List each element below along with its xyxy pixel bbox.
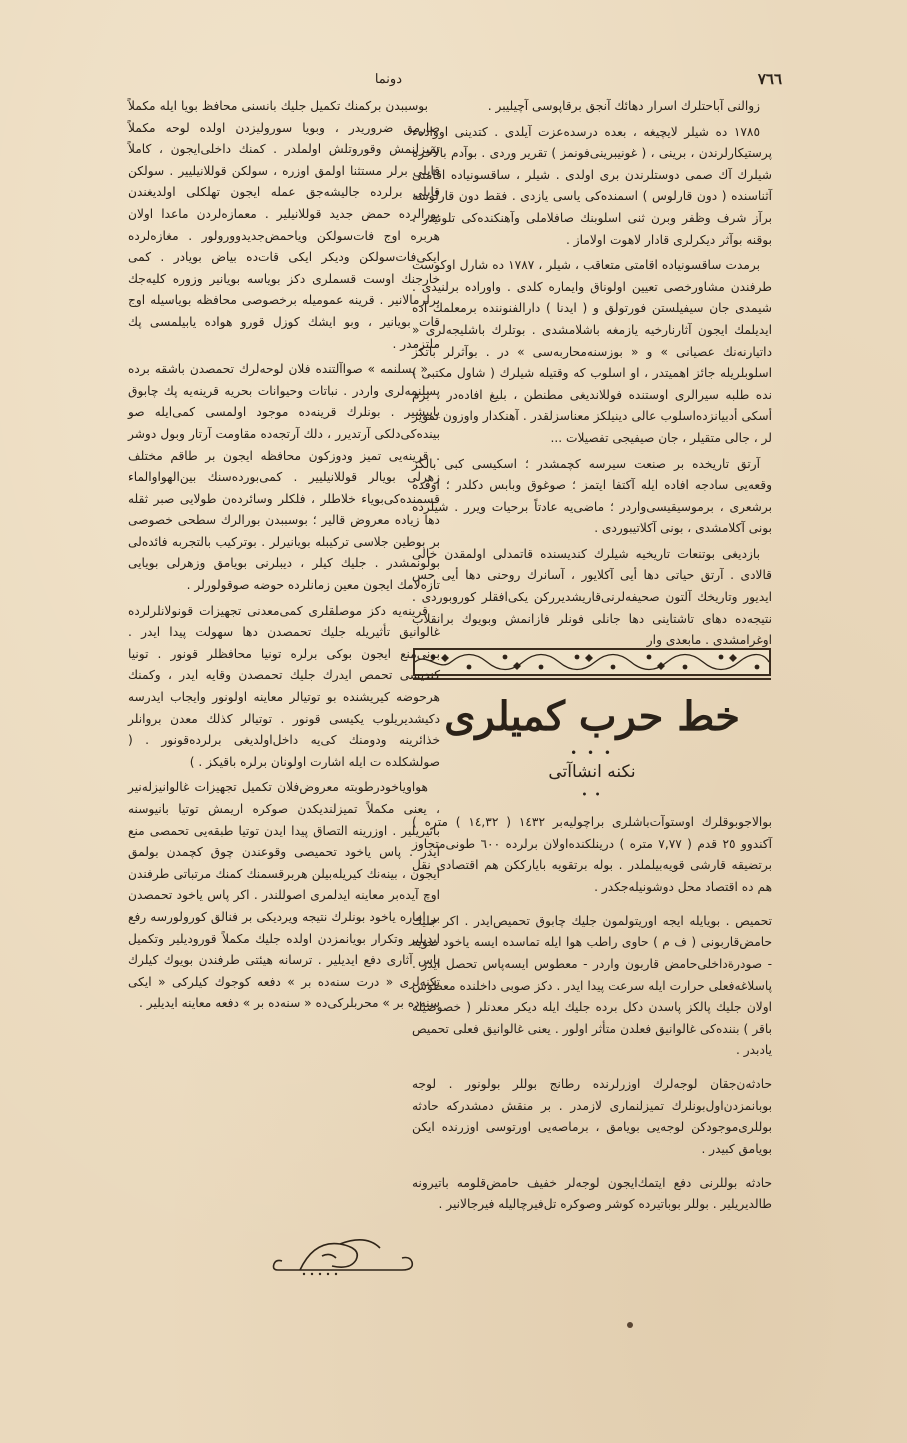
paragraph: آرتق تاريخده بر صنعت سيرسه كچمشدر ؛ اسكيسى كبى بالكز وقعه‌يى سادجه افاده ايله آكتفا ايتمز ؛ صوغوق وبابس دكلدر ؛ اوقده برشعرى ، برموسيقيسى‌واردر ؛ ماضى‌يه عادتاً برحيات ويرر . شيلرده بونى آكلامشدى ، بونى آكلاتيبوردى . — [412, 456, 772, 536]
paragraph: حادثه‌ن‌جقان لوجه‌لرك اوزرلرنده رطانج بوللر بولونور . لوجه بوبانمزدن‌اول‌بونلرك تميزلنمارى لازمدر . بر منقش دمشدركه حادثه بوللرى‌موجودكن لوجه‌يى بويامق ، برماصه‌يى اورتوسى اوزرنده ايكن بويامق كبيدر . — [412, 1077, 772, 1156]
page-number: ٧٦٦ — [757, 70, 782, 88]
page-header — [222, 66, 782, 96]
paragraph: برمدت ساقسونياده اقامتى متعاقب ، شيلر ، ١٧٨٧ ده شارل اوكوست طرفندن مشاورخصى تعيين اولوناق وايماره كلدى . واوراده برلنيدى . شيمدى جان سيفيلستن فورتولق و ( ايدنا ) دارالفنوننده برمعلمك آده ايديلمك ايجون آثارنارخيه يازمغه باشلامشدى . بوتلرك باشليجه‌لرى « داتيارنه‌نك عصيانى » و « بوزسنه‌محاربه‌سى » در . بوآثرلر باتكز اسلوبلريله جائز اهميتدر ، او اسلوب كه وقتيله شيلرك ( شاول مكتبى ) نده طلبه سيرالرى اوستنده فوللانديغى مطنطن ، بليغ افاده‌در . بزم أسكى أدبيانزده‌اسلوب عالى دينيلكز معناسزلقدر . آهنكدار واوزون تموير لر ، جالى متقيلر ، جان صيفيجى تفصيلات ... — [412, 258, 772, 445]
paragraph: ١٧٨٥ ده شيلر لايچيغه ، بعده درسده‌عزت آيلدى . كتدينى اووادهء پرستيكارلرندن ، برينى ، ( غونيبرينى‌فونمز ) تقرير وردى . بوآدم بالآخره شيلرك آك صمى دوستلرندن برى اولدى . شيلر ، ساقسونياده اقامتى آثناسنده ( دون قارلوس ) اسمنده‌كى ياسى يازدى . فقط دون قارلوسه برآز شرف وظفر وبرن ثنى اسلوبنك صافلاملى وآهنكنده‌كى تلونيدر . بوقنه بوآثر ديكرلرى قادار لاهوت اولاماز . — [412, 124, 772, 247]
paragraph: هواويا‌خودرطوبته معروض‌فلان تكميل تجهيزات غالوانيزله‌نير ، يعنى مكملاً تميزلنديكدن صوكره اريمش توتيا بانيوسنه باتيريلير . اوزرينه التصاق پيدا ايدن توتيا طبقه‌يى تحمصى منع ايدر . پاس ياخود تحميصى وقوعندن چوق كچمدن بولمق ايجون ، بينه‌نك كيريله‌بيلن هربرقسمنك كمنك مرتباتى طرفندن اوچ آيده‌بر معاينه ايدلمرى اصوللندر . اكر پاس ياخود تحمصدن بر اماره ياخود بونلرك نتيجه ويرديكى بر فنالق كورولورسه رفع ايديلير وتكرار بويانمزدن اولده جليك مكملاً قوروديلير وتكميل پاس آثارى دفع ايديلير . ترسانه هيئتى طرفندن بويوك كيلرك تكنه‌لرى « درت سنه‌ده بر » دفعه كوجوك كيلركى « ايكى سنه‌ده بر » محربلركى‌ده « سنه‌ده بر » دفعه معاينه ايديلير . — [128, 780, 440, 1011]
ink-dot — [627, 1322, 633, 1328]
running-title: دونما — [374, 72, 402, 87]
ornament-rule — [413, 678, 771, 680]
paragraph: حادثه بوللرنى دفع ايتمك‌ايجون لوجه‌لر خفيف حامض‌قلومه باتيرونه طالديريلير . بوللر بوباتيرده كوشر وصوكره تل‌فيرچاليله فيرجالانير . — [412, 1175, 772, 1212]
tailpiece-ornament — [270, 1230, 420, 1282]
scroll-tailpiece-icon — [270, 1230, 420, 1282]
vine-ornament-icon — [415, 650, 769, 674]
left-column — [128, 96, 440, 1019]
article-headline: خط حرب كميلرى — [444, 693, 740, 740]
right-column-upper — [412, 96, 772, 656]
paragraph: « پسلنمه » صواآلتنده فلان لوحه‌لرك تحمصدن باشقه برده پسلنمه‌لرى واردر . نباتات وحيوانات بحريه قرينه‌يه پك چابوق ياپيشير . بونلرك قرينه‌ده موجود اولمسى كمى‌ايله صو بينده‌كى‌دلكى آرتديرر ، دلك آرتجه‌ده مقاومت آرتار وبول دوشر . قرينه‌يى تميز ودوزكون محافظه ايجون بر طاقم مختلف زهرلى بويالر قوللانيليير . كمى‌بورده‌سنك بين‌الهوا‌والماء قسمنده‌كى‌بويا‌ء خلاطلر ، فلكلر وسائرده‌ن طولايى صبر ثقله دها زياده معروض قالير ؛ بوسببدن بورالرك سطحى خصوصى بر بوطين جلاسى تركيبله بويانيرلر . بوتركيب بالتجربه فائده‌لى بولونمشدر . جليك كيلر ، ديبلرنى بويامق وزهرلى بويايى تازه‌لامك ايجون معين زمانلرده حوضه صوقولورلر . — [128, 362, 440, 593]
paragraph: تحميص . بويايله ايجه اوريتولمون جليك چابوق تحميص‌ايدر . اكر جليك حامض‌قاربونى ( ف م ) حاوى راطب هوا ايله تماسده ايسه ياخود صويه - صودرة‌داخلى‌حامض قاربون واردر - معطوس ايسه‌پاس تحصل ايدر . پاسلاغه‌فعلى حرارت ايله سرعت پيدا ايدر . دكز صوبى داخلنده معطوس اولان جليك پالكز پاسدن دكل برده جليك ايله ديكر معدنلر ( خصوصيله باقر ) بننده‌كى غالوانيق فعلدن متأثر اولور . يعنى غالوانيق فعلى تحميص يادبدر . — [412, 913, 772, 1058]
article-subhead: نكنه انشاآتى — [548, 762, 636, 782]
paragraph: بوالاجوبوقلرك اوستوآت‌باشلرى براچوليه‌بر ١٤٣٢ ( ١٤,٣٢ ) متره ) آكندوو ٢٥ قدم ( ٧,٧٧ متره ) درينلكنده‌اولان برلرده ٦٠٠ طونى‌متجاوز برتضيقه قارشى قويه‌بيلملدر . بوله برتقويه بايارككن هم اقتصادى نقل هم ده اقتصاد محل دوشونيله‌جكدر . — [412, 815, 772, 894]
paragraph: بازديغى بوتنعات تاريخيه شيلرك كنديسنده قاتمدلى اولمقدن خالى قالادى . آرتق حياتى دها أيى آكلايور ، آسانرك روحنى دها أيى حس ايديور وتاريخك آلتون صحيفه‌لرنى‌قاريشديرركن يكى‌افقلر كوروبوردى . نتيجه‌ده دهاى تاشتاينى دها جانلى فونلر فازانمش وبويوك برانقلاب اوغرامشدى . مابعدى وار — [412, 546, 772, 648]
paragraph: قرينه‌يه دكز موصلقلرى كمى‌معدنى تجهيزات قونولانلرلرده غالوانيق تأثيريله جليك تحمصدن دها سهولت پيدا ايدر . بونى‌منع ايجون بوكى برلره تونيا محافظلر قونور . تونيا كنديسى تحمص ايدرك جليك تحمصدن وقايه ايدر ، وكمنك هرحوضه كيريشنده بو توتيالر معاينه اولونور وايجاب ايدرسه دكيشديريلوب يكيسى قونور . توتيالر كذلك معدن بروانلر خذائرينه ودومنك كى‌يه داخل‌اولديغى برلرده‌قونور . ( صولشكلده ت ايله اشارت اولونان برلره باقيكز . ) — [128, 603, 440, 769]
right-column-lower — [412, 800, 772, 1228]
subhead-dots: • • — [581, 790, 603, 801]
paragraph: بوسببدن بركمنك تكميل جليك بانسنى محافظ بويا ايله مكملاً صارمق ضروريدر ، وبويا سوروليزدن اولده لوحه مكملاً تميزلنمش وقوروتلش اولملدر . كمنك داخلى‌ايجون ، كاملاً قابلى برلر مستثنا اولمق اوزره ، سولكن قوللانيليير . سولكن قابلى برلرده جاليشه‌جق عمله ايجون تهلكلى اولديغندن بورالرده حمض جديد قوللانيلير . معمازه‌لردن ماعدا اولان هربره اوج فات‌سولكن وياحمض‌جديدوورولور . مغازه‌لرده ايكى‌فات‌سولكن وديكر ايكى قات‌ده بياض بويادر . كمى خارجنك اوست قسملرى دكز بوياسه بويانير وزوره كليه‌جك برلرمالانير . قرينه عموميله برخصوصى محافظه بوياسيله اوج قات بويانير ، وبو ايشك كوزل قورو هواده يابيلمسى پك ملتزمدر . — [128, 99, 440, 351]
paragraph: زوالنى آباحتلرك اسرار دهائك آنجق برقاپوسى آچيليبر . — [487, 99, 760, 113]
ornament-band — [413, 648, 771, 676]
headline-stars: • • • — [570, 746, 614, 760]
